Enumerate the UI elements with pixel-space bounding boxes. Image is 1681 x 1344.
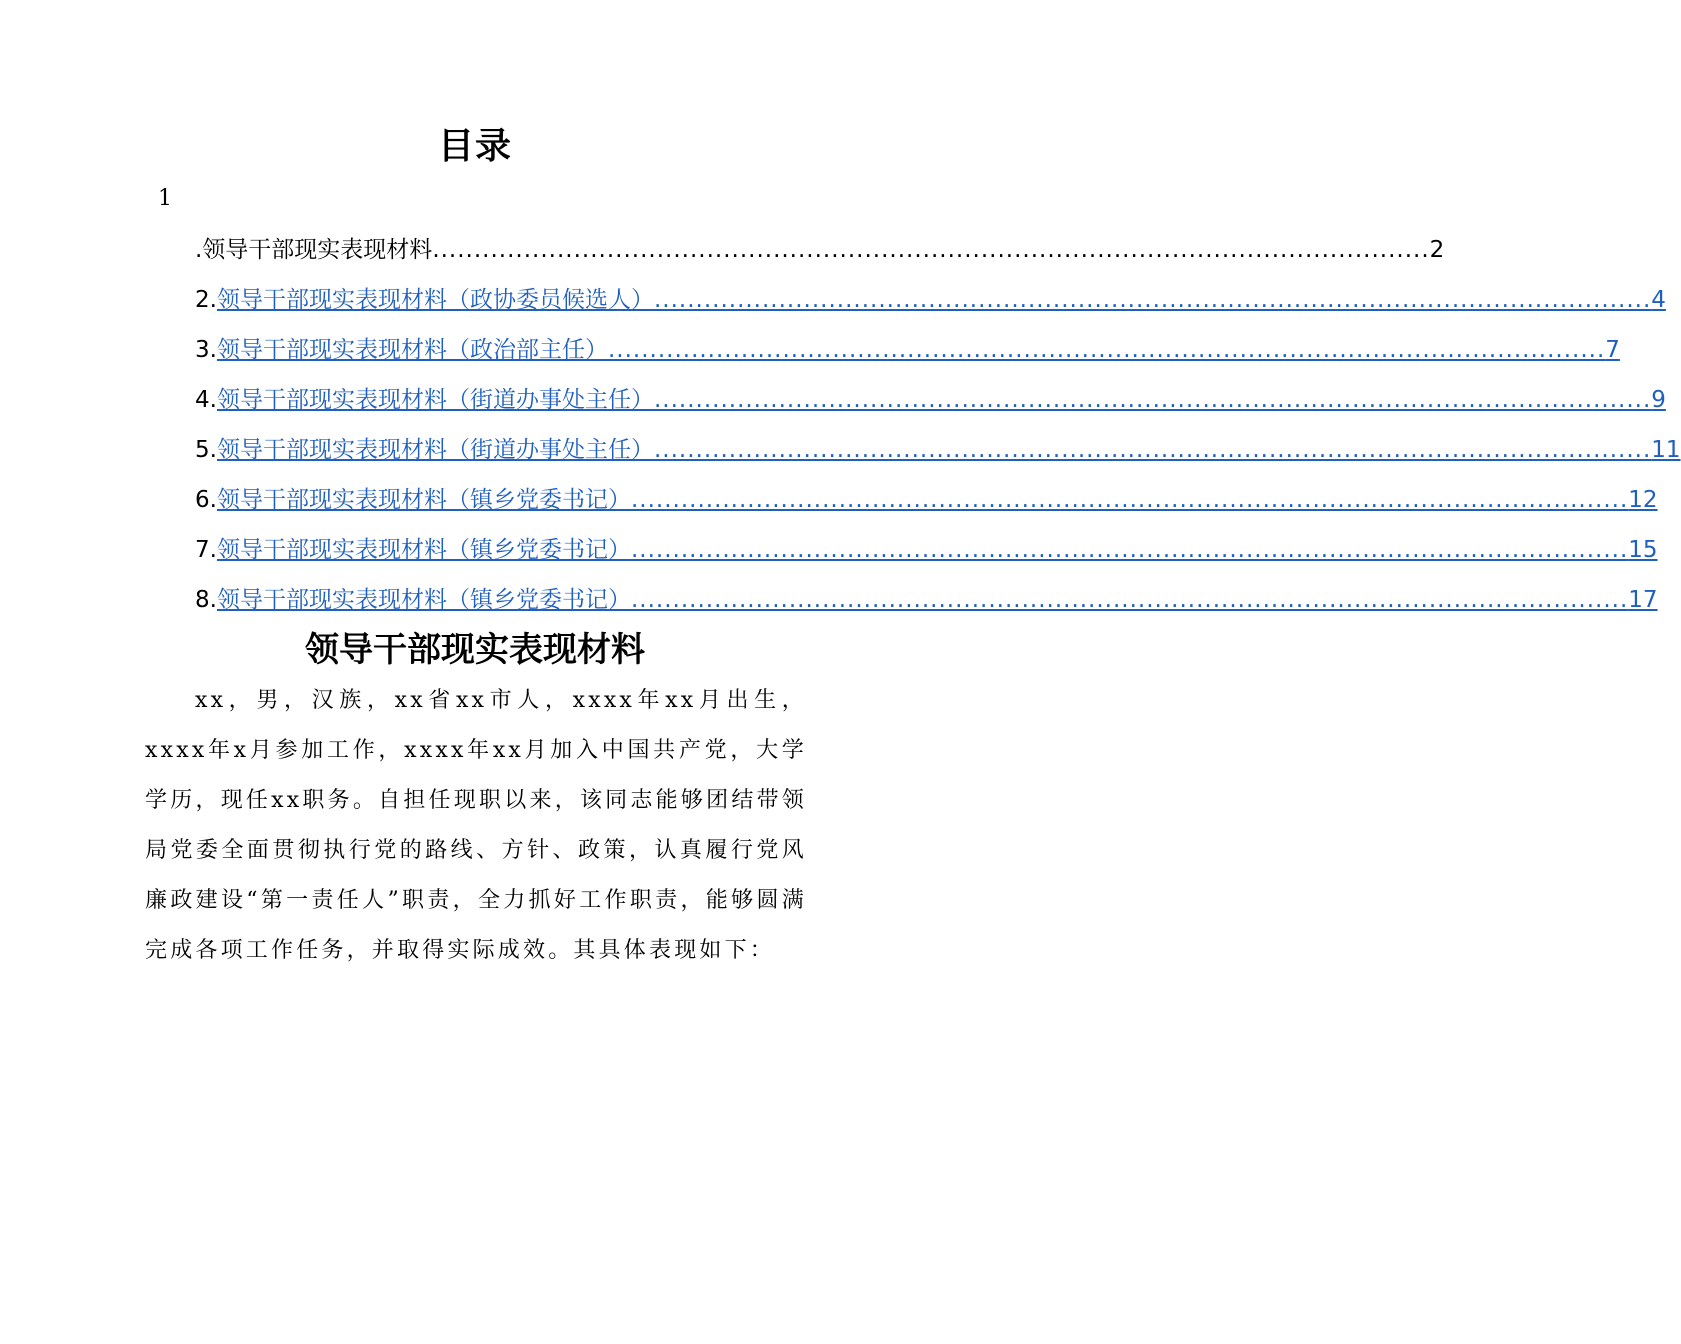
document-title: 领导干部现实表现材料: [305, 630, 645, 670]
toc-item-label: 领导干部现实表现材料（镇乡党委书记）: [216, 587, 631, 613]
toc-item-label: 领导干部现实表现材料（政治部主任）: [216, 337, 608, 363]
toc-title: 目录: [437, 125, 512, 167]
toc-item-link[interactable]: [216, 430, 1681, 470]
toc-list: [195, 230, 1681, 630]
toc-item-page-number: 7: [1605, 337, 1620, 363]
toc-item-page-number: 17: [1628, 587, 1658, 613]
toc-item-link[interactable]: [216, 530, 1658, 570]
toc-item[interactable]: [195, 480, 1658, 530]
toc-item-page-number: 9: [1651, 387, 1666, 413]
toc-item-label: 领导干部现实表现材料（街道办事处主任）: [216, 437, 654, 463]
toc-item-link[interactable]: [216, 380, 1666, 420]
toc-item-label: 领导干部现实表现材料（镇乡党委书记）: [216, 487, 631, 513]
toc-item-page-number: 2: [1429, 237, 1445, 263]
toc-item-link[interactable]: [216, 280, 1666, 320]
toc-item-number: 2.: [195, 287, 217, 313]
toc-item: [195, 230, 1445, 280]
toc-leading-number: 1: [158, 186, 172, 211]
toc-item-page-number: 15: [1628, 537, 1658, 563]
toc-item-number: 7.: [195, 537, 217, 563]
toc-item-link[interactable]: [216, 330, 1620, 370]
toc-item-page-number: 4: [1651, 287, 1666, 313]
toc-item-number: 8.: [195, 587, 217, 613]
toc-item-label: 领导干部现实表现材料（政协委员候选人）: [216, 287, 654, 313]
toc-dot-leader: ........................................................................................................................: [630, 537, 1629, 563]
toc-item[interactable]: [195, 280, 1666, 330]
toc-item-label: 领导干部现实表现材料（镇乡党委书记）: [216, 537, 631, 563]
toc-item-page-number: 12: [1628, 487, 1658, 513]
toc-item-link[interactable]: [216, 480, 1658, 520]
toc-dot-leader: ........................................................................................................................: [653, 387, 1652, 413]
toc-item[interactable]: [195, 530, 1658, 580]
toc-dot-leader: ........................................................................................................................: [432, 237, 1430, 263]
toc-item-number: 6.: [195, 487, 217, 513]
toc-item-number: 4.: [195, 387, 217, 413]
toc-item[interactable]: [195, 430, 1681, 480]
toc-item-page-number: 11: [1651, 437, 1681, 463]
body-paragraph: xx，男，汉族，xx省xx市人，xxxx年xx月出生，xxxx年x月参加工作，xxxx年xx月加入中国共产党，大学学历，现任xx职务。自担任现职以来，该同志能够团结带领局党委全面贯彻执行党的路线、方针、政策，认真履行党风廉政建设“第一责任人”职责，全力抓好工作职责，能够圆满完成各项工作任务，并取得实际成效。其具体表现如下：: [145, 688, 807, 963]
toc-item-label: .领导干部现实表现材料: [195, 237, 433, 263]
toc-item-label: 领导干部现实表现材料（街道办事处主任）: [216, 387, 654, 413]
toc-dot-leader: ........................................................................................................................: [630, 487, 1629, 513]
toc-dot-leader: ........................................................................................................................: [653, 287, 1652, 313]
toc-dot-leader: ........................................................................................................................: [607, 337, 1606, 363]
toc-item-number: 3.: [195, 337, 217, 363]
toc-item-link[interactable]: [216, 580, 1658, 620]
toc-item[interactable]: [195, 380, 1666, 430]
toc-item[interactable]: [195, 330, 1620, 380]
toc-dot-leader: ........................................................................................................................: [653, 437, 1652, 463]
toc-item-number: 5.: [195, 437, 217, 463]
toc-item-entry: [195, 230, 1445, 270]
toc-dot-leader: ........................................................................................................................: [630, 587, 1629, 613]
